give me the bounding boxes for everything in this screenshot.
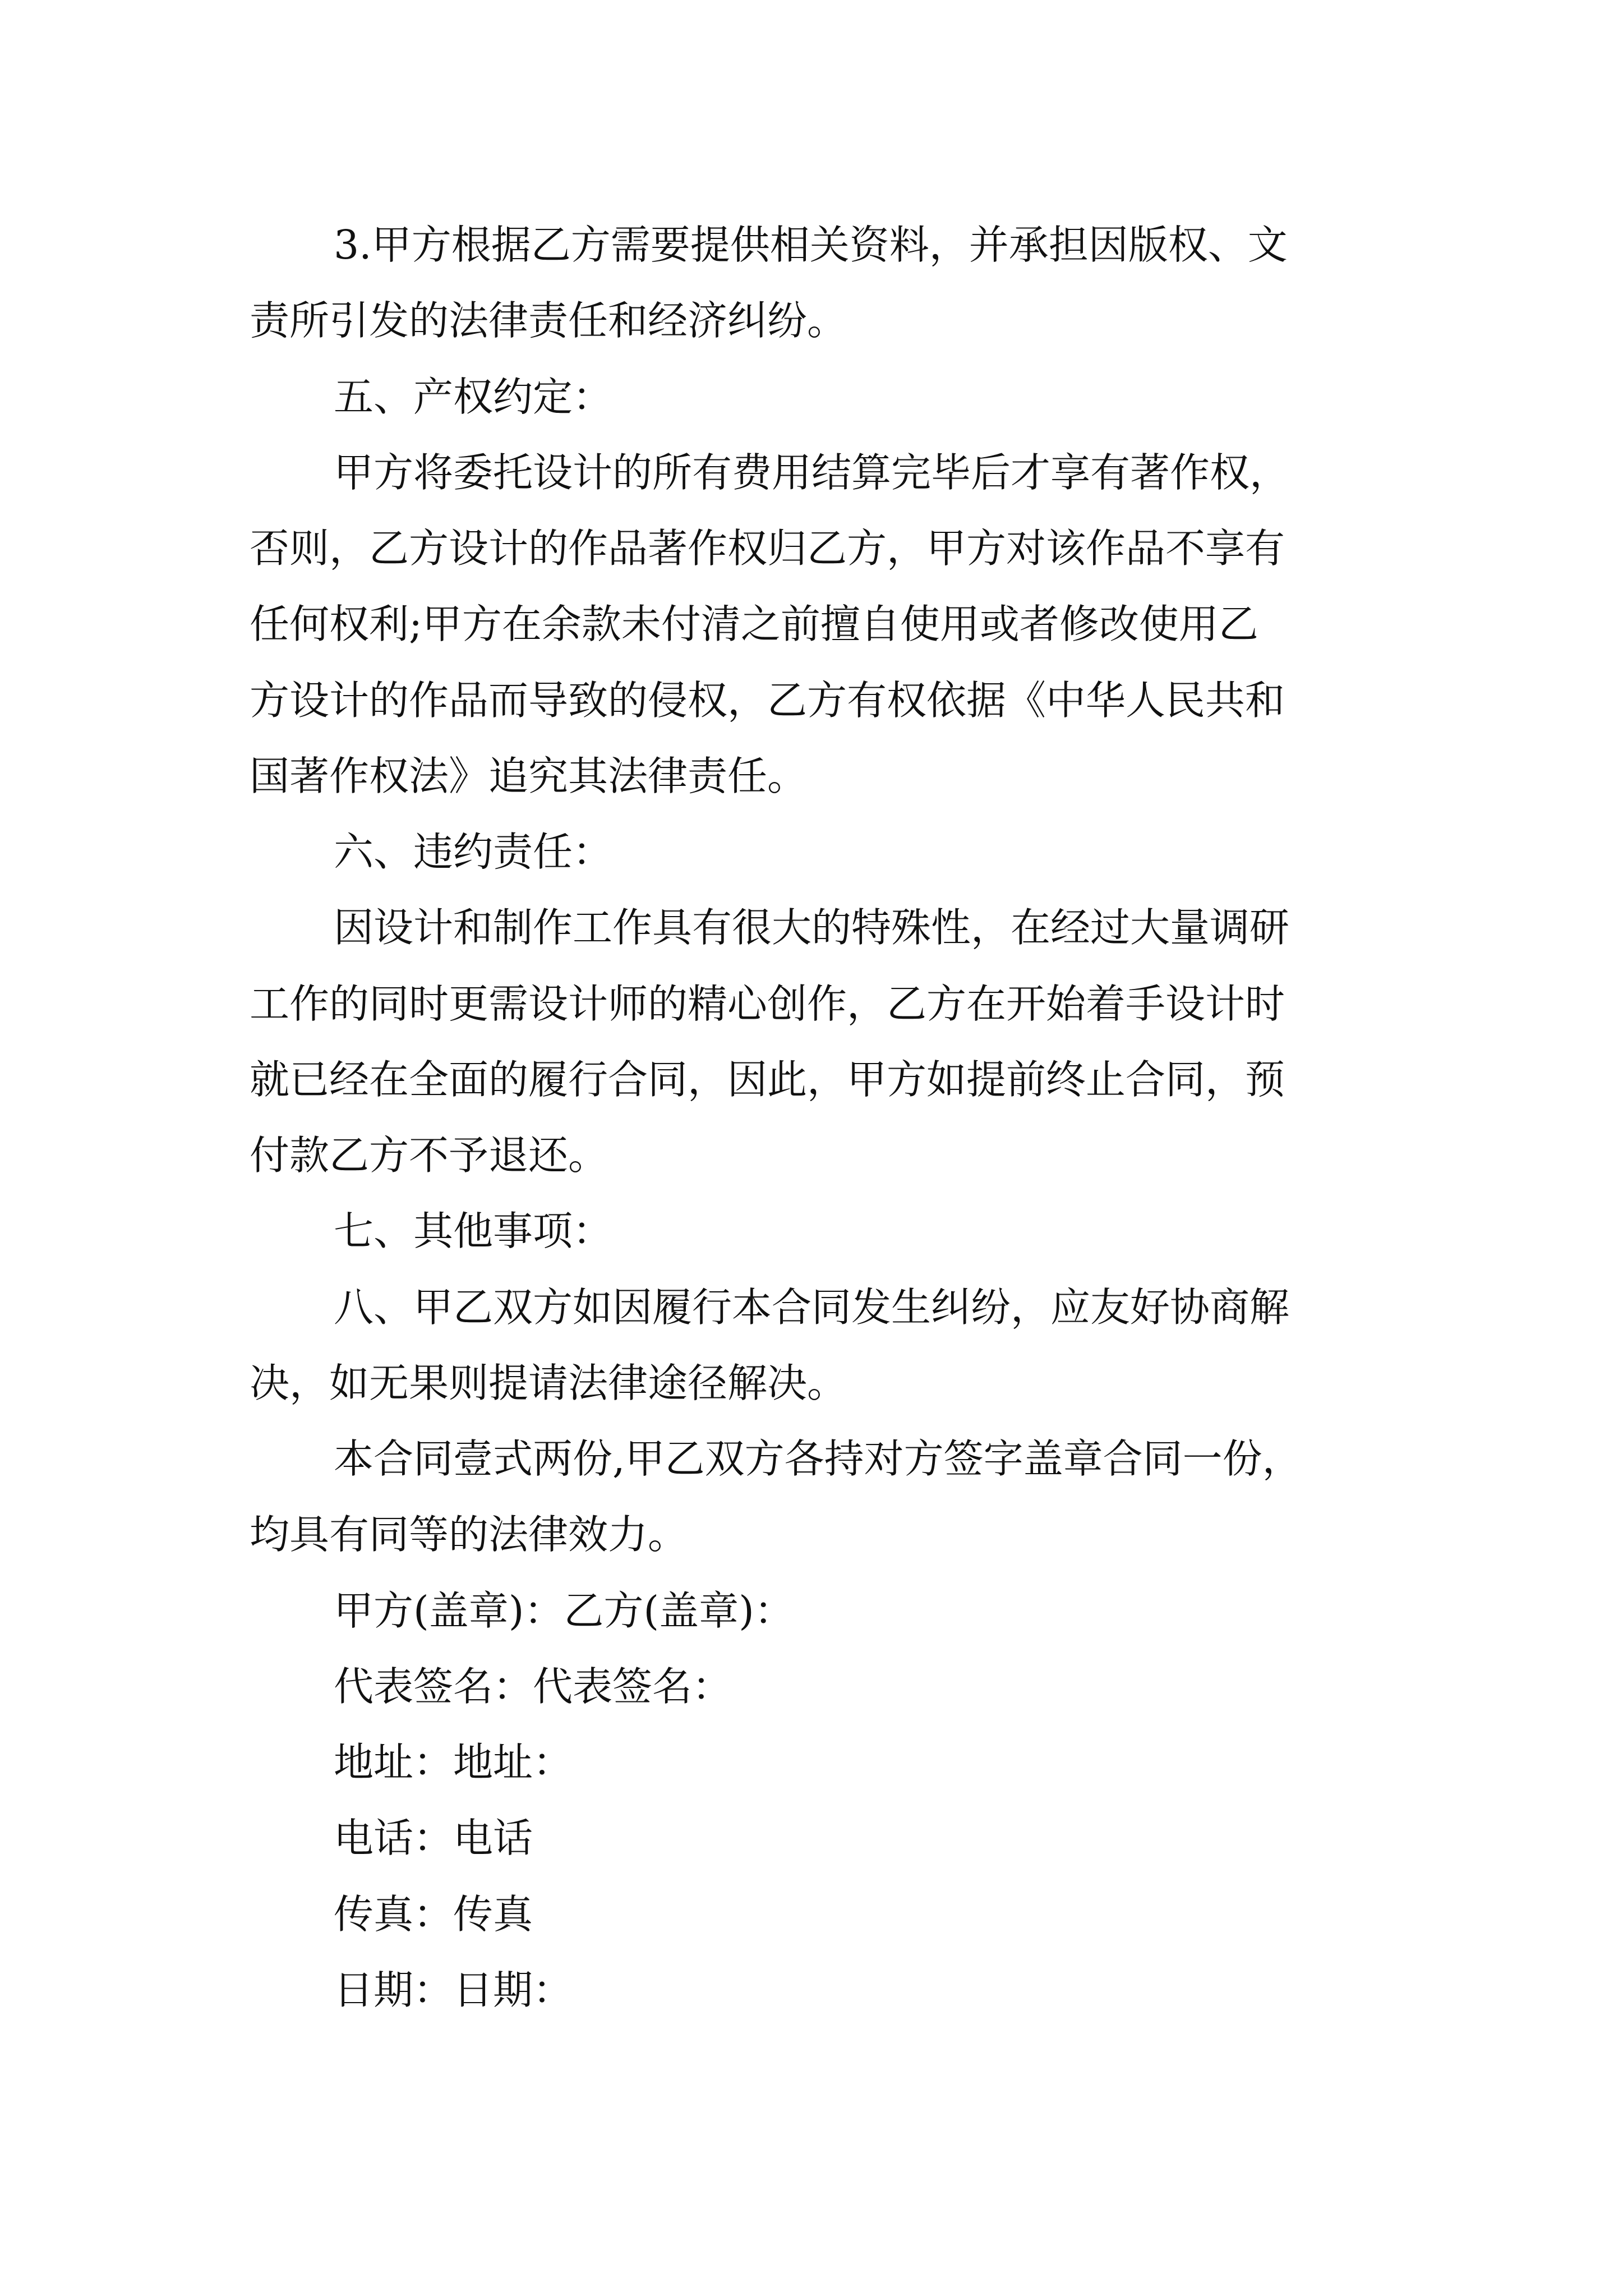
section-8-line-2: 决，如无果则提请法律途径解决。 xyxy=(250,1360,847,1406)
section-5-line-4: 方设计的作品而导致的侵权，乙方有权依据《中华人民共和 xyxy=(250,677,1285,724)
signature-phone-line: 电话：电话 xyxy=(334,1815,533,1861)
section-7-heading: 七、其他事项： xyxy=(334,1208,613,1254)
signature-representative-line: 代表签名：代表签名： xyxy=(334,1663,732,1710)
signature-date-line: 日期：日期： xyxy=(334,1967,573,2013)
clause-3-line-2: 责所引发的法律责任和经济纠纷。 xyxy=(250,297,847,344)
clause-3-line-1: 3.甲方根据乙方需要提供相关资料，并承担因版权、文 xyxy=(334,222,1288,268)
section-6-line-1: 因设计和制作工作具有很大的特殊性，在经过大量调研 xyxy=(334,904,1290,951)
section-5-line-5: 国著作权法》追究其法律责任。 xyxy=(250,753,808,799)
section-6-heading: 六、违约责任： xyxy=(334,829,613,875)
section-6-line-2: 工作的同时更需设计师的精心创作，乙方在开始着手设计时 xyxy=(250,981,1285,1027)
section-6-line-3: 就已经在全面的履行合同，因此，甲方如提前终止合同，预 xyxy=(250,1056,1285,1103)
closing-line-2: 均具有同等的法律效力。 xyxy=(250,1511,688,1558)
section-8-line-1: 八、甲乙双方如因履行本合同发生纠纷，应友好协商解 xyxy=(334,1284,1290,1331)
section-5-line-2: 否则，乙方设计的作品著作权归乙方，甲方对该作品不享有 xyxy=(250,525,1285,572)
closing-line-1: 本合同壹式两份,甲乙双方各持对方签字盖章合同一份， xyxy=(334,1435,1302,1482)
section-5-line-3: 任何权利;甲方在余款未付清之前擅自使用或者修改使用乙 xyxy=(250,601,1258,647)
signature-address-line: 地址：地址： xyxy=(334,1739,573,1786)
section-5-heading: 五、产权约定： xyxy=(334,374,613,420)
signature-fax-line: 传真：传真 xyxy=(334,1891,533,1938)
section-5-line-1: 甲方将委托设计的所有费用结算完毕后才享有著作权， xyxy=(334,449,1290,496)
section-6-line-4: 付款乙方不予退还。 xyxy=(250,1132,608,1179)
signature-seal-line: 甲方(盖章)：乙方(盖章)： xyxy=(334,1588,794,1634)
